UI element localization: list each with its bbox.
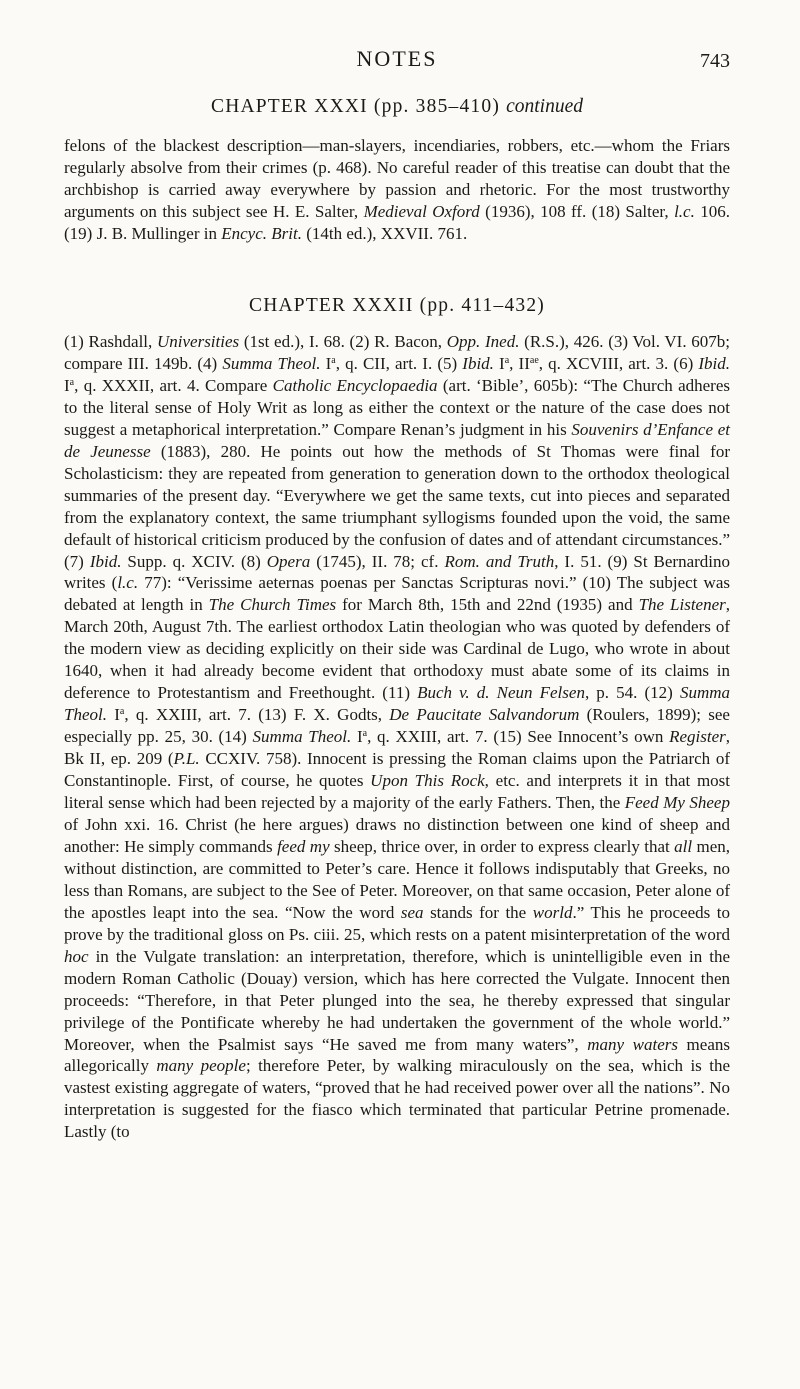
note-text: men, without distinction, are committed to Peter’s care. Hence it follows indisputably that Greeks, no less than Romans, are subject to the See of Peter. Moreover, on that same occasion, Peter alone of the apostles leapt into the sea. “Now the word xyxy=(64,836,730,922)
note-text: in the Vulgate translation: an interpretation, therefore, which is unintelligible even in the modern Roman Catholic (Douay) version, which has here corrected the Vulgate. Innocent then proceeds: “Therefore, in that Peter plunged into the sea, he thereby expressed that singular privilege of the Pontificate whereby he had undertaken the government of the whole world.” Moreover, when the Psalmist says “He saved me from many waters”, xyxy=(64,946,730,1054)
title-italic: The Church Times xyxy=(208,595,337,615)
emphasis-italic: sea xyxy=(400,902,424,922)
title-italic: The Listener xyxy=(638,595,726,615)
note-text: I xyxy=(320,353,332,373)
note-text: , q. XXIII, art. 7. (13) F. X. Godts, xyxy=(124,705,390,725)
note-text: 106. (19) J. B. Mullinger in xyxy=(64,201,731,243)
note-text: , p. 54. (12) xyxy=(584,683,680,703)
title-italic: P.L. xyxy=(173,749,200,769)
title-italic: l.c. xyxy=(117,573,139,593)
emphasis-italic: feed my xyxy=(277,836,330,856)
note-text: (14th ed.), XXVII. 761. xyxy=(301,223,468,243)
title-italic: Universities xyxy=(156,332,240,351)
note-text: (art. ‘Bible’, 605b): “The Church adheres to the literal sense of Holy Writ as long as either the context or the nature of the case does not suggest a metaphorical interpretation.” Compare Renan’s judgment in his xyxy=(64,375,730,439)
page-number: 743 xyxy=(700,50,730,72)
note-text: , etc. and interprets it in that most literal sense which had been rejected by a majority of the early Fathers. Then, the xyxy=(64,771,731,813)
title-italic: Souvenirs d’Enfance et de Jeunesse xyxy=(64,419,730,461)
note-text: (1936), 108 ff. (18) Salter, xyxy=(479,201,675,221)
note-text: (Roulers, 1899); see especially pp. 25, 30. (14) xyxy=(64,705,730,747)
note-text: ; therefore Peter, by walking miraculously on the sea, which is the vastest existing aggregate of waters, “proved that he had received power over all the nations”. No interpretation is suggested for the fiasco which terminated that particular Petrine promenade. Lastly (to xyxy=(64,1056,730,1142)
running-head xyxy=(64,46,730,80)
title-italic: Register xyxy=(669,727,726,747)
note-text: , I. 51. (9) St Bernardino writes ( xyxy=(64,551,731,593)
chapter-31-heading xyxy=(64,96,730,118)
note-text: , q. CII, art. I. (5) xyxy=(335,353,463,373)
note-text: for March 8th, 15th and 22nd (1935) and xyxy=(336,595,639,615)
title-italic: Feed My Sheep xyxy=(624,793,730,813)
title-italic: l.c. xyxy=(674,201,695,221)
title-italic: Medieval Oxford xyxy=(363,201,480,221)
chapter-32-notes xyxy=(64,331,730,1143)
note-text: of John xxi. 16. Christ (he here argues) draws no distinction between one kind of sheep and another: He simply commands xyxy=(64,814,730,856)
note-text: (1745), II. 78; cf. xyxy=(310,551,445,571)
running-title: NOTES xyxy=(356,46,438,71)
note-text: felons of the blackest description—man-slayers, incendiaries, robbers, etc.—whom the Friars regularly absolve from their crimes (p. 468). No careful reader of this treatise can doubt that the archbishop is carried away everywhere by passion and rhetoric. For the most trustworthy arguments on this subject see H. E. Salter, xyxy=(64,136,730,221)
title-italic: Ibid. xyxy=(462,353,494,373)
note-text: I xyxy=(493,353,505,373)
chapter-31-notes xyxy=(64,135,730,245)
note-text: (1) Rashdall, xyxy=(64,332,157,351)
title-italic: Opera xyxy=(266,551,311,571)
note-text: CCXIV. 758). Innocent is pressing the Roman claims upon the Patriarch of Constantinople. First, of course, he quotes xyxy=(64,749,730,791)
title-italic: Buch v. d. Neun Felsen xyxy=(417,683,585,703)
title-italic: Upon This Rock xyxy=(370,771,485,791)
title-italic: Summa Theol. xyxy=(222,353,321,373)
title-italic: De Paucitate Salvandorum xyxy=(389,705,580,725)
note-text: I xyxy=(106,705,120,725)
emphasis-italic: many waters xyxy=(587,1034,678,1054)
note-text: (1883), 280. He points out how the methods of St Thomas were final for Scholasticism: they are repeated from generation to generation down to the orthodox theological summaries of the present day. “Everywhere we get the same texts, cut into pieces and separated from the explanatory context, the same triumphant syllogisms founded upon the void, the same default of historical criticism produced by the confusion of dates and of attendant circumstances.” (7) xyxy=(64,441,730,571)
title-italic: Ibid. xyxy=(89,551,122,571)
note-text: sheep, thrice over, in order to express clearly that xyxy=(329,836,675,856)
note-text: , Bk II, ep. 209 ( xyxy=(64,727,730,769)
superscript: ae xyxy=(529,354,539,366)
note-text: , II xyxy=(509,353,530,373)
title-italic: Summa Theol. xyxy=(252,727,352,747)
note-text: , q. XXIII, art. 7. (15) See Innocent’s own xyxy=(367,727,670,747)
emphasis-italic: all xyxy=(674,836,693,856)
title-italic: Summa Theol. xyxy=(64,683,731,725)
title-italic: Opp. Ined. xyxy=(446,332,520,351)
superscript: a xyxy=(504,354,510,366)
note-text: stands for the xyxy=(423,902,533,922)
note-text: , March 20th, August 7th. The earliest orthodox Latin theologian who was quoted by defenders of the modern view as deciding explicitly on their side was Cardinal de Lugo, who wrote in about 1640, when it had already become evident that orthodoxy must abate some of its claims in deference to Protestantism and Freethought. (11) xyxy=(64,595,730,703)
note-text: , q. XXXII, art. 4. Compare xyxy=(74,375,273,395)
emphasis-italic: many people xyxy=(156,1056,246,1076)
note-text: 77): “Verissime aeternas poenas per Sanctas Scripturas novi.” (10) The subject was debated at length in xyxy=(64,573,730,615)
note-text: Supp. q. XCIV. (8) xyxy=(121,551,267,571)
superscript: a xyxy=(69,376,75,388)
superscript: a xyxy=(362,728,368,740)
note-text: .” This he proceeds to prove by the traditional gloss on Ps. ciii. 25, which rests on a patent misinterpretation of the word xyxy=(64,902,730,944)
title-italic: Catholic Encyclopaedia xyxy=(272,375,438,395)
title-italic: Rom. and Truth xyxy=(444,551,555,571)
note-text: (1st ed.), I. 68. (2) R. Bacon, xyxy=(239,332,447,351)
continued-label: continued xyxy=(506,96,583,117)
title-italic: Encyc. Brit. xyxy=(221,223,302,243)
emphasis-italic: world xyxy=(532,902,573,922)
note-text: I xyxy=(64,375,70,395)
chapter-31-heading-text: CHAPTER XXXI (pp. 385–410) xyxy=(210,96,501,117)
chapter-32-heading: CHAPTER XXXII (pp. 411–432) xyxy=(249,295,545,316)
note-text: I xyxy=(351,727,363,747)
title-italic: Ibid. xyxy=(698,353,731,373)
note-text: (R.S.), 426. (3) Vol. VI. 607b; compare III. 149b. (4) xyxy=(64,332,731,373)
note-text: , q. XCVIII, art. 3. (6) xyxy=(538,353,699,373)
emphasis-italic: hoc xyxy=(64,946,89,966)
superscript: a xyxy=(331,354,336,366)
superscript: a xyxy=(119,706,125,718)
note-text: means allegorically xyxy=(64,1034,730,1076)
